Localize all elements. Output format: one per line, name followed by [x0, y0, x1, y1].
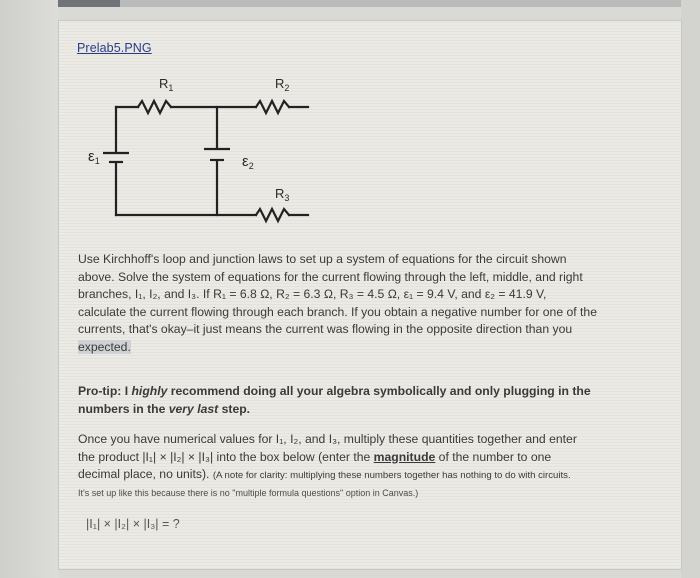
instructions-paragraph: [78, 251, 668, 356]
attachment-filename-link[interactable]: Prelab5.PNG: [77, 41, 152, 55]
label-e1: $\varepsilon_1$: [88, 148, 100, 166]
top-bar: [0, 0, 700, 7]
label-r2: $R_2$: [275, 76, 290, 93]
pro-tip-paragraph: [78, 383, 668, 418]
right-edge: [681, 0, 700, 578]
product-instructions-line: the product |I₁| × |I₂| × |I₃| into the box below (enter the magnitude of the number to one: [78, 449, 552, 464]
product-instructions-line: Once you have numerical values for I₁, I₂, and I₃, multiply these quantities together and enter: [78, 432, 577, 446]
pro-tip-line: Pro-tip: I highly recommend doing all your algebra symbolically and only plugging in the: [78, 384, 591, 398]
instructions-line: Use Kirchhoff's loop and junction laws to set up a system of equations for the circuit shown: [78, 252, 567, 266]
product-instructions-paragraph: [78, 431, 668, 502]
product-expression: |I₁| × |I₂| × |I₃| = ?: [86, 517, 180, 531]
circuit-diagram: [70, 60, 340, 230]
resistor-r2: [256, 101, 289, 113]
pro-tip-line: numbers in the very last step.: [78, 401, 251, 416]
instructions-line: expected.: [78, 339, 131, 354]
left-edge: [0, 0, 58, 578]
product-instructions-line: decimal place, no units). (A note for clarity: multiplying these numbers together has nothing to do with circuits.: [78, 467, 571, 481]
resistor-r1: [138, 101, 171, 113]
instructions-line: currents, that's okay–it just means the current was flowing in the opposite direction than you: [78, 322, 573, 336]
product-instructions-line: It's set up like this because there is no "multiple formula questions" option in Canvas.): [78, 487, 419, 498]
instructions-line: branches, I₁, I₂, and I₃. If R₁ = 6.8 Ω, R₂ = 6.3 Ω, R₃ = 4.5 Ω, ε₁ = 9.4 V, and ε₂ = 41.9 V,: [78, 287, 547, 301]
resistor-r3: [256, 209, 289, 221]
instructions-line: above. Solve the system of equations for the current flowing through the left, middle, and right: [78, 269, 583, 284]
label-r3: $R_3$: [275, 186, 290, 203]
instructions-line: calculate the current flowing through each branch. If you obtain a negative number for one of the: [78, 304, 597, 319]
label-r1: $R_1$: [159, 76, 174, 93]
label-e2: $\varepsilon_2$: [242, 153, 254, 171]
